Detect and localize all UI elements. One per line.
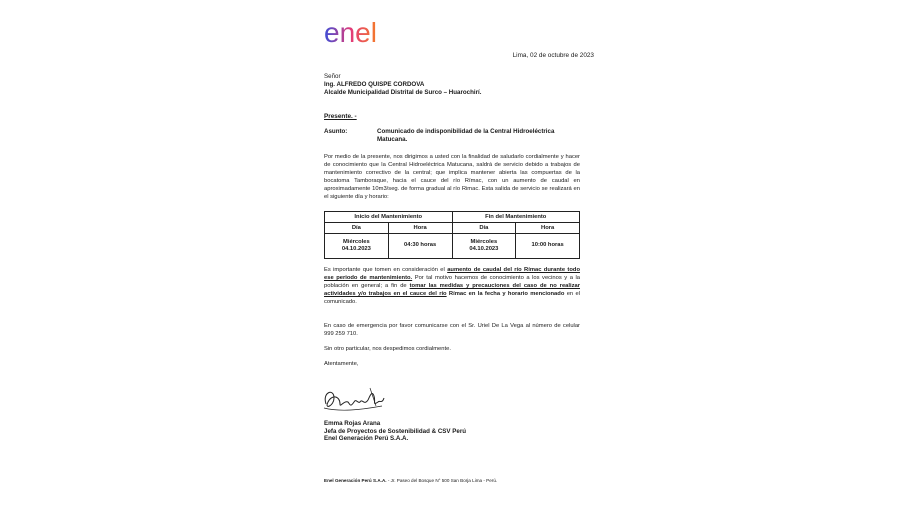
signature-image [320, 382, 390, 416]
start-day-cell [325, 234, 389, 259]
signer-block [324, 420, 466, 443]
footer-address: - Jr. Paseo del Bosque N° 500 San Borja Lima - Perú. [386, 478, 498, 483]
presente-label: Presente. - [324, 113, 357, 120]
col-hour-end: Hora [516, 223, 580, 234]
letter-page [300, 0, 600, 509]
header-end: Fin del Mantenimiento [452, 212, 580, 223]
recipient-title: Alcalde Municipalidad Distrital de Surco – Huarochirí. [324, 89, 482, 96]
col-day-start: Día [325, 223, 389, 234]
start-hour: 04:30 horas [388, 234, 452, 259]
recipient-block [324, 73, 481, 97]
start-weekday: Miércoles [343, 238, 370, 245]
p2-d: tomar las medidas y precauciones del caso de no realizar actividades y/o trabajos en el cauce del río [324, 283, 580, 297]
signer-role: Jefa de Proyectos de Sostenibilidad & CSV Perú [324, 427, 467, 435]
paragraph-intro: Por medio de la presente, nos dirigimos a usted con la finalidad de saludarlo cordialmente y hacer de conocimiento que la Central Hidroeléctrica Matucana, saldrá de servicio debido a trabajos de mantenimiento correctivo de la central; que implica mantener abierta las compuertas de la bocatoma Tamboraque, hacia el cauce del río Rímac, con un aumento de caudal en aproximadamente 10m3/seg. de forma gradual al río Rimac. Esta salida de servicio se realizará en el siguiente día y horario: [324, 154, 580, 200]
footer-company: Enel Generación Perú S.A.A. [324, 478, 387, 483]
p2-b: aumento de caudal del río Rímac durante todo ese periodo de mantenimiento. [324, 267, 580, 281]
logo-text: enel [324, 18, 377, 48]
start-date: 04.10.2023 [341, 246, 371, 252]
col-day-end: Día [452, 223, 516, 234]
col-hour-start: Hora [388, 223, 452, 234]
maintenance-table [324, 211, 580, 259]
p2-c: Por tal motivo hacemos de conocimiento a los vecinos y a la población en general; a fin de [324, 275, 580, 289]
paragraph-warning [324, 266, 580, 306]
p2-a: Es importante que tomen en consideración el [324, 267, 448, 273]
closing: Atentamente, [324, 361, 359, 367]
end-weekday: Miércoles [470, 238, 498, 245]
footer [324, 478, 497, 483]
letter-date: Lima, 02 de octubre de 2023 [512, 52, 594, 59]
salutation: Señor [324, 73, 341, 80]
enel-logo [324, 18, 394, 48]
p2-e: Rímac en la fecha y horario mencionado [446, 291, 565, 297]
paragraph-farewell: Sin otro particular, nos despedimos cordialmente. [324, 346, 451, 352]
signer-company: Enel Generación Perú S.A.A. [324, 435, 409, 443]
end-date: 04.10.2023 [469, 246, 499, 252]
recipient-name: Ing. ALFREDO QUISPE CORDOVA [324, 81, 425, 88]
header-start: Inicio del Mantenimiento [325, 212, 453, 223]
p2-f: en el comunicado. [324, 291, 580, 305]
paragraph-emergency: En caso de emergencia por favor comunicarse con el Sr. Uriel De La Vega al número de celular 999 259 710. [324, 323, 580, 337]
end-hour: 10:00 horas [516, 234, 580, 259]
asunto-label: Asunto: [324, 128, 348, 135]
signer-name: Emma Rojas Arana [324, 420, 381, 427]
asunto-text: Comunicado de indisponibilidad de la Central Hidroeléctrica Matucana. [377, 128, 555, 143]
end-day-cell [452, 234, 516, 259]
